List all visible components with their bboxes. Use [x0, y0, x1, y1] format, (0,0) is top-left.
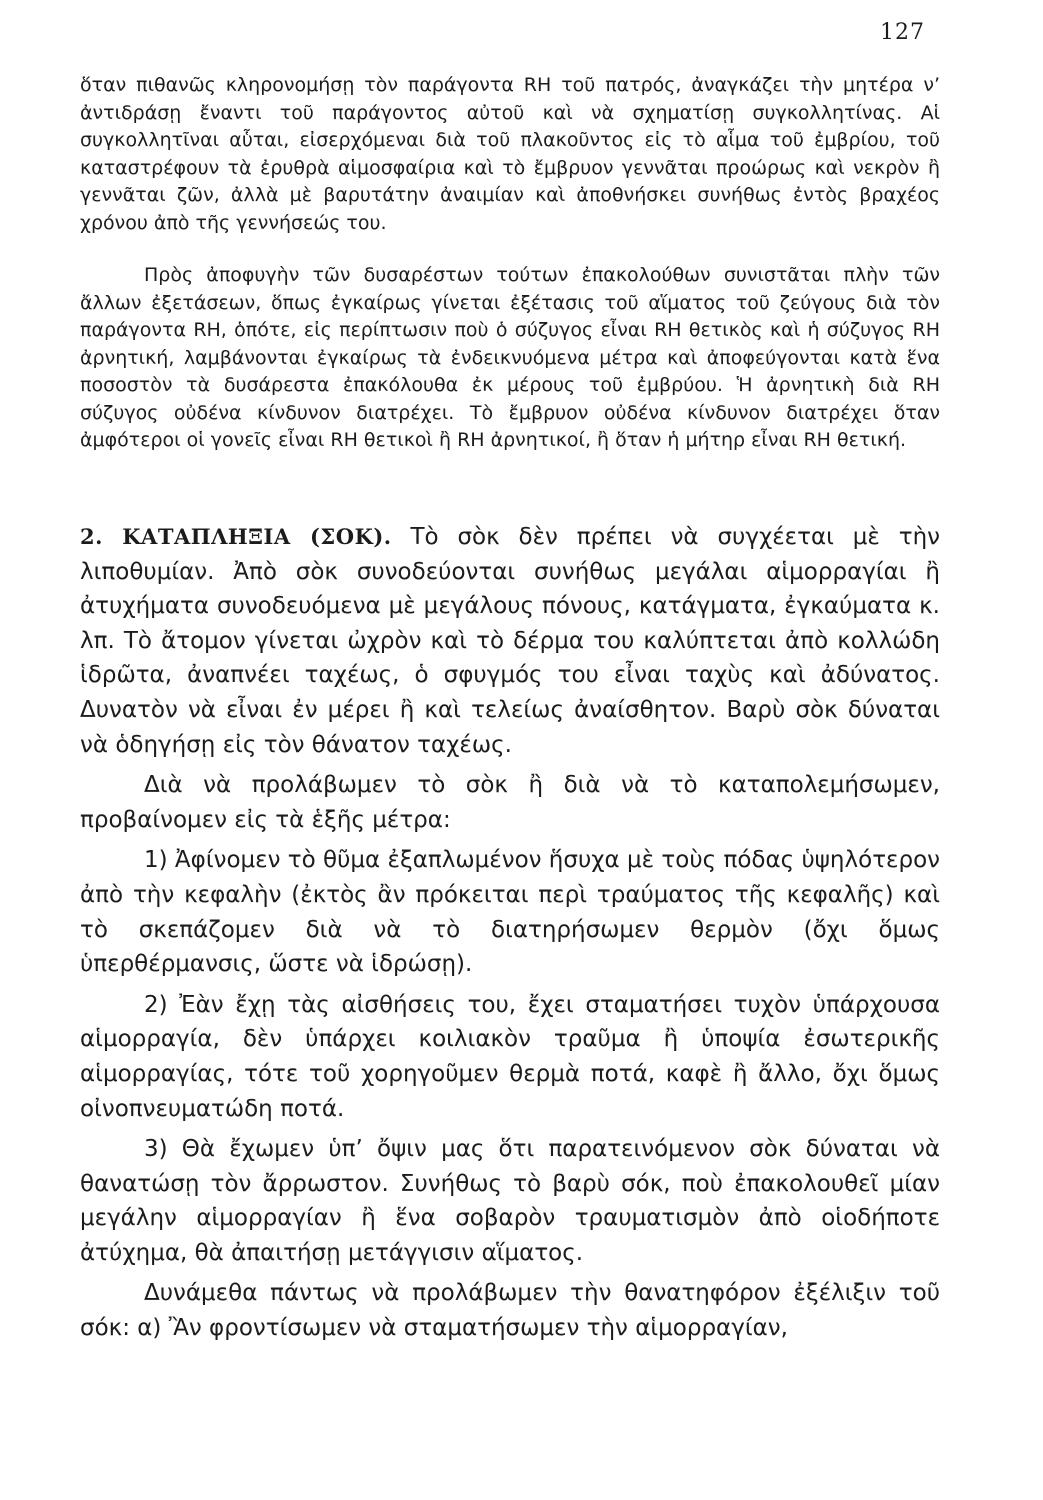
paragraph-measures-intro: Διὰ νὰ προλάβωμεν τὸ σὸκ ἢ διὰ νὰ τὸ καταπολεμήσωμεν, προβαίνομεν εἰς τὰ ἑξῆς μέτρα:: [80, 772, 940, 833]
list-item-3: 3) Θὰ ἔχωμεν ὑπ’ ὄψιν μας ὅτι παρατεινόμενον σὸκ δύναται νὰ θανατώσῃ τὸν ἄρρωστον. Συνήθως τὸ βαρὺ σόκ, ποὺ ἐπακολουθεῖ μίαν μεγάλην αἱμορραγίαν ἢ ἕνα σοβαρὸν τραυματισμὸν ἀπὸ οἱοδήποτε ἀτύχημα, θὰ ἀπαιτήσῃ μετάγγισιν αἵματος.: [80, 1136, 940, 1266]
section-intro-text: Τὸ σὸκ δὲν πρέπει νὰ συγχέεται μὲ τὴν λιποθυμίαν. Ἀπὸ σὸκ συνοδεύονται συνήθως μεγάλαι αἱμορραγίαι ἢ ἀτυχήματα συνοδευόμενα μὲ μεγάλους πόνους, κατάγματα, ἐγκαύματα κ. λπ. Τὸ ἄτομον γίνεται ὠχρὸν καὶ τὸ δέρμα του καλύπτεται ἀπὸ κολλώδη ἱδρῶτα, ἀναπνέει ταχέως, ὁ σφυγμός του εἶναι ταχὺς καὶ ἀδύνατος. Δυνατὸν νὰ εἶναι ἐν μέρει ἢ καὶ τελείως ἀναίσθητον. Βαρὺ σὸκ δύναται νὰ ὁδηγήσῃ εἰς τὸν θάνατον ταχέως.: [80, 524, 940, 758]
section-heading: 2. ΚΑΤΑΠΛΗΞΙΑ (ΣΟΚ).: [80, 524, 392, 549]
paragraph-rh-inheritance: [80, 72, 940, 237]
list-item-2: 2) Ἐὰν ἔχῃ τὰς αἰσθήσεις του, ἔχει σταματήσει τυχὸν ὑπάρχουσα αἱμορραγία, δὲν ὑπάρχει κοιλιακὸν τραῦμα ἢ ὑποψία ἐσωτερικῆς αἱμορραγίας, τότε τοῦ χορηγοῦμεν θερμὰ ποτά, καφὲ ἢ ἄλλο, ὄχι ὅμως οἰνοπνευματώδη ποτά.: [80, 991, 940, 1122]
section-shock: [80, 520, 940, 1346]
paragraph-text: ὅταν πιθανῶς κληρονομήσῃ τὸν παράγοντα RH τοῦ πατρός, ἀναγκάζει τὴν μητέρα ν’ ἀντιδράσῃ ἔναντι τοῦ παράγοντος αὐτοῦ καὶ νὰ σχηματίσῃ συγκολλητίνας. Αἱ συγκολλητῖναι αὗται, εἰσερχόμεναι διὰ τοῦ πλακοῦντος εἰς τὸ αἷμα τοῦ ἐμβρίου, τοῦ καταστρέφουν τὰ ἐρυθρὰ αἱμοσφαίρια καὶ τὸ ἔμβρυον γεννᾶται προώρως καὶ νεκρὸν ἢ γεννᾶται ζῶν, ἀλλὰ μὲ βαρυτάτην ἀναιμίαν καὶ ἀποθνήσκει συνήθως ἐντὸς βραχέος χρόνου ἀπὸ τῆς γεννήσεώς του.: [80, 74, 940, 234]
list-item-1: 1) Ἀφίνομεν τὸ θῦμα ἐξαπλωμένον ἥσυχα μὲ τοὺς πόδας ὑψηλότερον ἀπὸ τὴν κεφαλὴν (ἐκτὸς ἂν πρόκειται περὶ τραύματος τῆς κεφαλῆς) καὶ τὸ σκεπάζομεν διὰ νὰ τὸ διατηρήσωμεν θερμὸν (ὄχι ὅμως ὑπερθέρμανσις, ὥστε νὰ ἱδρώσῃ).: [80, 847, 940, 978]
section-intro-paragraph: [80, 520, 940, 762]
paragraph-rh-prevention: [80, 262, 940, 455]
page-number: 127: [880, 20, 925, 45]
paragraph-closing: Δυνάμεθα πάντως νὰ προλάβωμεν τὴν θανατηφόρον ἐξέλιξιν τοῦ σόκ: α) Ἂν φροντίσωμεν νὰ σταματήσωμεν τὴν αἱμορραγίαν,: [80, 1280, 940, 1342]
paragraph-text: Πρὸς ἀποφυγὴν τῶν δυσαρέστων τούτων ἐπακολούθων συνιστᾶται πλὴν τῶν ἄλλων ἐξετάσεων, ὅπως ἐγκαίρως γίνεται ἐξέτασις τοῦ αἵματος τοῦ ζεύγους διὰ τὸν παράγοντα RH, ὁπότε, εἰς περίπτωσιν ποὺ ὁ σύζυγος εἶναι RH θετικὸς καὶ ἡ σύζυγος RH ἀρνητική, λαμβάνονται ἐγκαίρως τὰ ἐνδεικνυόμενα μέτρα καὶ ἀποφεύγονται κατὰ ἕνα ποσοστὸν τὰ δυσάρεστα ἐπακόλουθα ἐκ μέρους τοῦ ἐμβρύου. Ἡ ἀρνητικὴ διὰ RH σύζυγος οὐδένα κίνδυνον διατρέχει. Τὸ ἔμβρυον οὐδένα κίνδυνον διατρέχει ὅταν ἀμφότεροι οἱ γονεῖς εἶναι RH θετικοὶ ἢ RH ἀρνητικοί, ἢ ὅταν ἡ μήτηρ εἶναι RH θετική.: [80, 264, 940, 451]
